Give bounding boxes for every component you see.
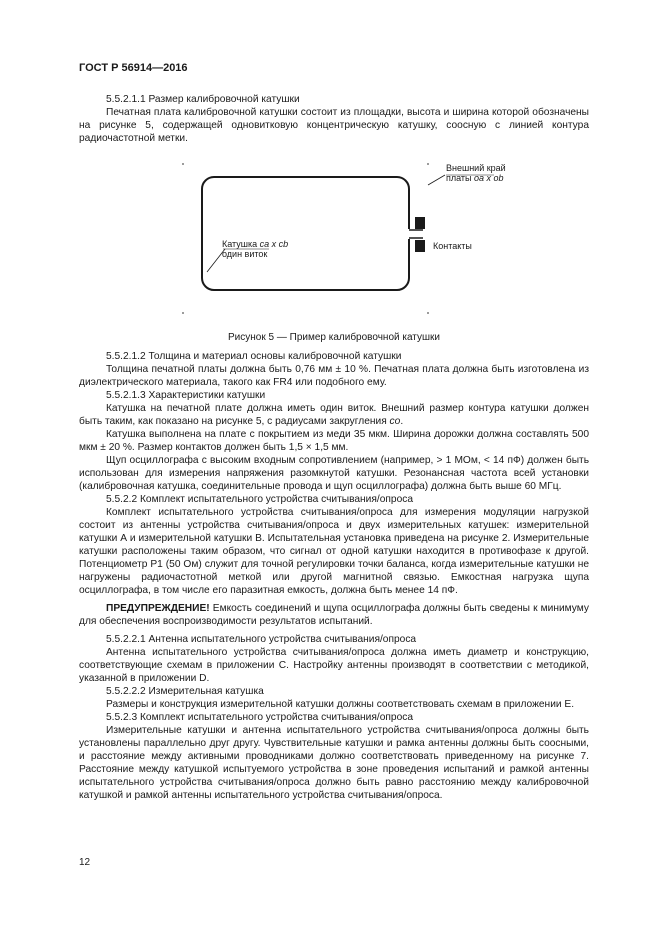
figure-caption: Рисунок 5 — Пример калибровочной катушки [228,332,440,343]
section-heading: 5.5.2.2.2 Измерительная катушка [106,686,264,697]
board-edge-label: Внешний край платы oa x ob [446,163,506,183]
paragraph: Щуп осциллографа с высоким входным сопротивлением (например, > 1 МОм, < 14 пФ) должен быть использован для измерения напряжения разомкнутой катушки. Резонансная частота всей установки (калибровочная катушка, соединительные провода и щуп осциллографа) должна быть выше 60 МГц. [79,455,589,492]
figure-calibration-coil [79,151,589,327]
warning-paragraph: ПРЕДУПРЕЖДЕНИЕ! Емкость соединений и щупа осциллографа должны быть сведены к минимуму для обеспечения воспроизводимости результатов испытаний. [79,603,589,627]
paragraph: Печатная плата калибровочной катушки состоит из площадки, высота и ширина которой обозначены на рисунке 5, содержащей одновитковую концентрическую катушку, соосную с линией контура радиочастотной метки. [79,107,589,144]
paragraph: Толщина печатной платы должна быть 0,76 мм ± 10 %. Печатная плата должна быть изготовлена из диэлектрического материала, такого как FR4 или подобного ему. [79,364,589,388]
paragraph: Катушка выполнена на плате с покрытием из меди 35 мкм. Ширина дорожки должна составлять 500 мкм ± 20 %. Размер контактов должен быть 1,5 × 1,5 мм. [79,429,589,453]
paragraph: Антенна испытательного устройства считывания/опроса должна иметь диаметр и конструкцию, соответствующие схемам в приложении С. Настройку антенны производят в соответствии с методикой, указанной в приложении D. [79,647,589,684]
paragraph: Катушка на печатной плате должна иметь один виток. Внешний размер контура катушки должен быть таким, как показано на рисунке 5, с радиусами закругления co. [79,403,589,427]
page-number: 12 [79,857,91,868]
section-heading: 5.5.2.1.1 Размер калибровочной катушки [106,94,300,105]
coil-label: Катушка ca x cb один виток [222,239,289,259]
coil-loop [202,177,409,290]
leader-line [428,175,445,185]
section-heading: 5.5.2.1.3 Характеристики катушки [106,390,266,401]
section-heading: 5.5.2.1.2 Толщина и материал основы калибровочной катушки [106,351,402,362]
corner-mark [427,312,429,314]
section-heading: 5.5.2.3 Комплект испытательного устройства считывания/опроса [106,712,413,723]
paragraph: Измерительные катушки и антенна испытательного устройства считывания/опроса должны быть установлены параллельно друг другу. Чувствительные катушки и рамка антенны должны быть соосными, и расстояние между активными проводниками должно соответствовать приведенному на рисунке 7. Расстояние между катушкой испытуемого устройства в зоне проведения испытаний и рамкой антенны испытательного устройства считывания/опроса должно быть равно расстоянию между калибровочной катушкой и рамкой антенны испытательного устройства считывания/опроса. [79,725,589,801]
paragraph: Комплект испытательного устройства считывания/опроса для измерения модуляции нагрузкой состоит из антенны устройства считывания/опроса и двух измерительных катушек: измерительной катушки А и измерительной катушки В. Испытательная установка приведена на рисунке 2. Измерительные катушки расположены таким образом, что сигнал от одной катушки находится в противофазе к другой. Потенциометр Р1 (50 Ом) служит для точной регулировки точки баланса, когда измерительные катушки не нагружены радиочастотной меткой или другой магнитной связью. Емкостная нагрузка щупа осциллографа, в том числе его паразитная емкость, должна быть менее 14 пФ. [79,507,589,596]
paragraph: Размеры и конструкция измерительной катушки должны соответствовать схемам в приложении Е. [106,699,575,710]
corner-mark [182,163,184,165]
contact-pad [415,217,425,229]
corner-mark [427,163,429,165]
section-heading: 5.5.2.2.1 Антенна испытательного устройства считывания/опроса [106,634,417,645]
contact-pad [415,240,425,252]
document-code: ГОСТ Р 56914—2016 [79,62,188,74]
coil-diagram [79,151,589,327]
section-heading: 5.5.2.2 Комплект испытательного устройства считывания/опроса [106,494,413,505]
corner-mark [182,312,184,314]
contacts-label: Контакты [433,241,472,251]
page-body [79,93,589,802]
warning-label: ПРЕДУПРЕЖДЕНИЕ! [106,603,210,614]
